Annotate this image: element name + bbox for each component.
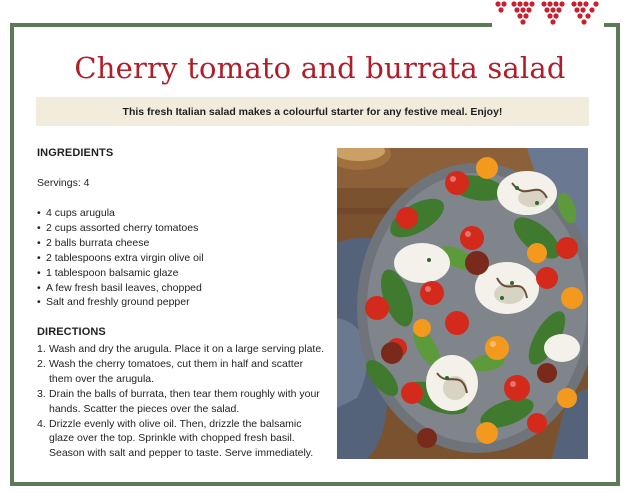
list-item: • 2 cups assorted cherry tomatoes bbox=[37, 221, 204, 236]
recipe-title: Cherry tomato and burrata salad bbox=[74, 51, 566, 85]
list-item bbox=[37, 357, 327, 387]
knitted-pattern-decoration bbox=[492, 0, 604, 30]
salad-photo bbox=[337, 148, 588, 459]
list-item: • 4 cups arugula bbox=[37, 206, 204, 221]
step-number: 2. bbox=[37, 357, 46, 370]
ingredients-list bbox=[37, 206, 204, 310]
step-number: 1. bbox=[37, 343, 46, 355]
step-text: Wash the cherry tomatoes, cut them in half and scatter them over the arugula. bbox=[49, 357, 304, 385]
list-item: • 2 balls burrata cheese bbox=[37, 236, 204, 251]
list-item: • A few fresh basil leaves, chopped bbox=[37, 281, 204, 296]
list-item bbox=[37, 387, 327, 417]
step-number: 3. bbox=[37, 387, 46, 400]
step-text: Wash and dry the arugula. Place it on a large serving plate. bbox=[49, 343, 325, 355]
list-item: • 1 tablespoon balsamic glaze bbox=[37, 266, 204, 281]
tagline-banner bbox=[36, 97, 589, 126]
list-item: • 2 tablespoons extra virgin olive oil bbox=[37, 251, 204, 266]
step-number: 4. bbox=[37, 417, 46, 430]
tagline-text: This fresh Italian salad makes a colourful starter for any festive meal. Enjoy! bbox=[122, 105, 503, 118]
list-item bbox=[37, 342, 327, 357]
list-item: • Salt and freshly ground pepper bbox=[37, 295, 204, 310]
servings-text: Servings: 4 bbox=[37, 177, 90, 189]
step-text: Drain the balls of burrata, then tear them roughly with your hands. Scatter the pieces over the salad. bbox=[49, 387, 320, 415]
directions-heading: DIRECTIONS bbox=[37, 326, 106, 338]
list-item bbox=[37, 417, 327, 462]
step-text: Drizzle evenly with olive oil. Then, drizzle the balsamic glaze over the top. Sprinkle with chopped fresh basil. Season with salt and pepper to taste. Serve immediately. bbox=[49, 417, 314, 460]
ingredients-heading: INGREDIENTS bbox=[37, 147, 114, 159]
directions-list bbox=[37, 342, 327, 461]
